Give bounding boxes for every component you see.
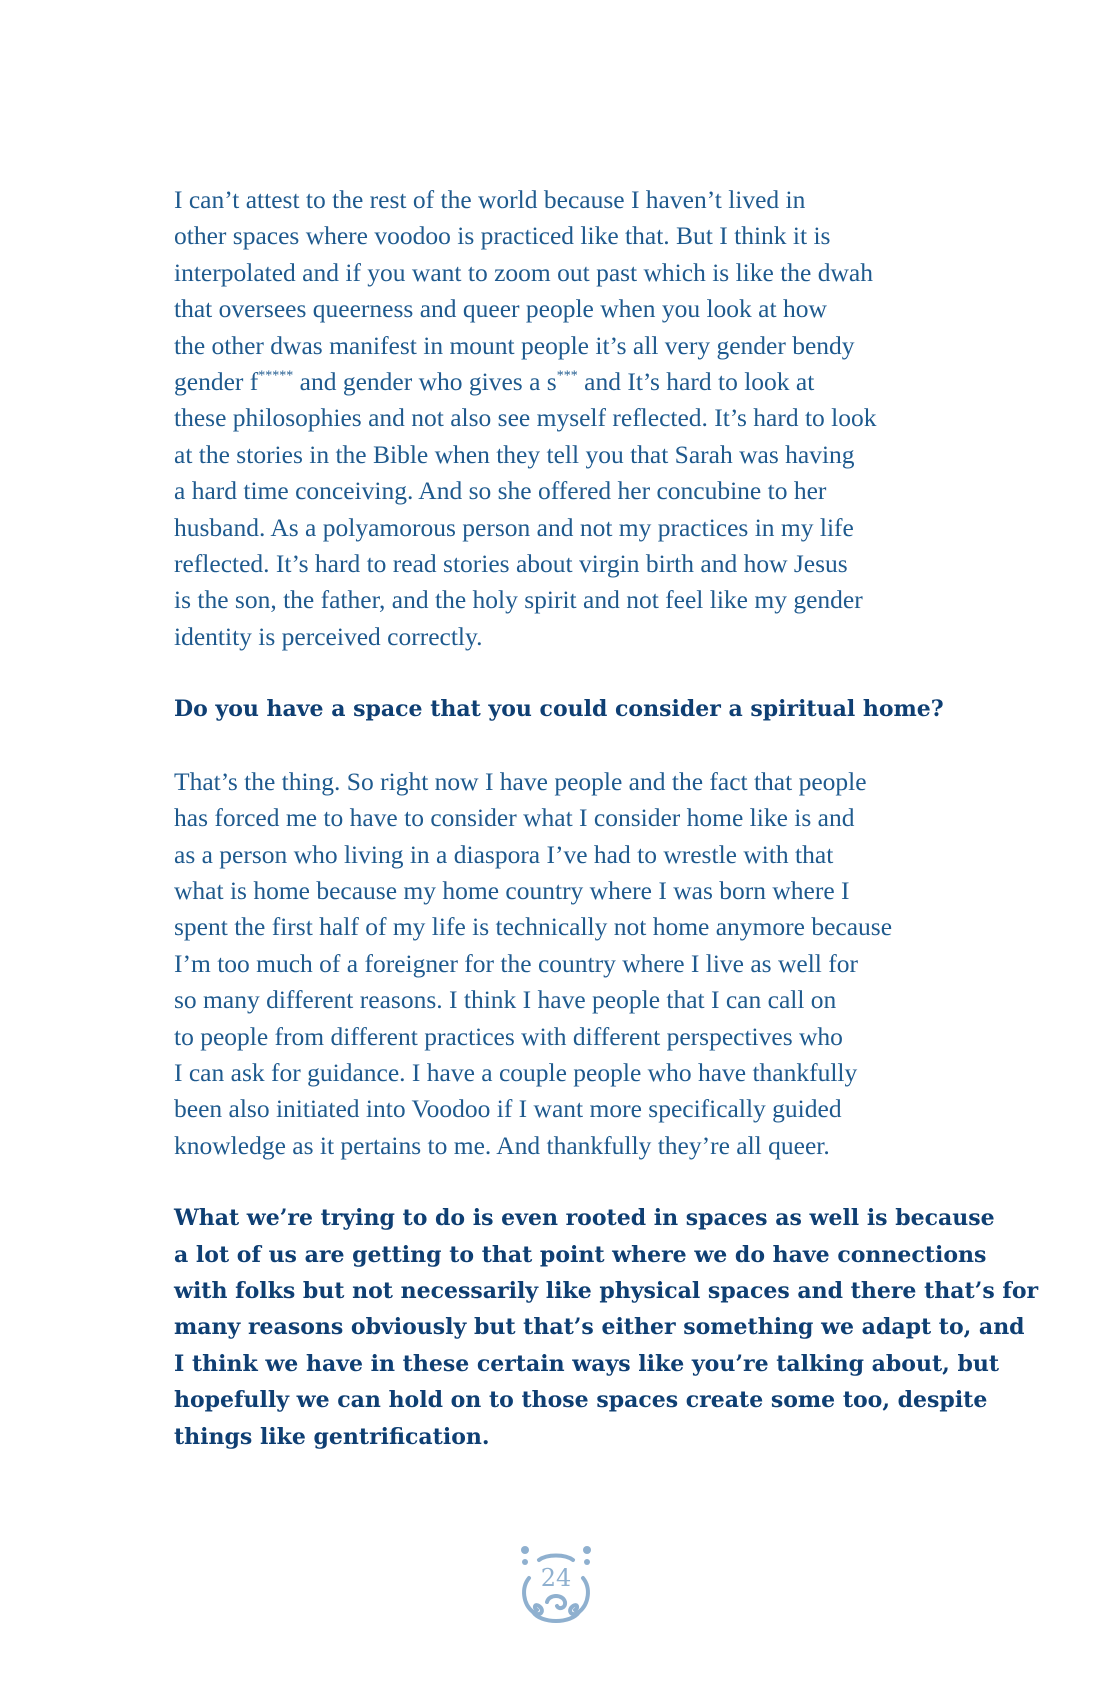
answer-paragraph-1 [174,182,954,655]
text-line: these philosophies and not also see myself reflected. It’s hard to look [174,403,877,433]
question-line: hopefully we can hold on to those spaces create some too, despite [174,1387,988,1414]
text-line: spent the first half of my life is technically not home anymore because [174,912,893,942]
text-line: has forced me to have to consider what I consider home like is and [174,803,855,833]
text-line: the other dwas manifest in mount people it’s all very gender bendy [174,330,855,360]
text-line: been also initiated into Voodoo if I want more specifically guided [174,1094,842,1124]
text-line: that oversees queerness and queer people when you look at how [174,294,827,324]
page-content [174,182,1039,1455]
censor-asterisks: *** [556,368,578,384]
question-line: with folks but not necessarily like physical spaces and there that’s for [174,1277,1039,1304]
question-line: many reasons obviously but that’s either something we adapt to, and [174,1314,1025,1341]
text-line: husband. As a polyamorous person and not my practices in my life [174,512,854,542]
text-line: to people from different practices with different perspectives who [174,1021,843,1051]
ornament-icon [511,1540,601,1632]
text-line: as a person who living in a diaspora I’ve had to wrestle with that [174,839,834,869]
text-segment: and gender who gives a s [293,367,557,397]
question-line: I think we have in these certain ways like you’re talking about, but [174,1350,999,1377]
text-segment: gender f [174,367,259,397]
question-line: a lot of us are getting to that point where we do have connections [174,1241,987,1268]
text-line: I can ask for guidance. I have a couple people who have thankfully [174,1057,858,1087]
text-line: so many different reasons. I think I have people that I can call on [174,985,837,1015]
text-line: at the stories in the Bible when they tell you that Sarah was having [174,439,855,469]
interview-question-2 [174,1200,1039,1455]
text-line: I can’t attest to the rest of the world because I haven’t lived in [174,185,806,214]
text-line: other spaces where voodoo is practiced like that. But I think it is [174,221,831,251]
question-line: What we’re trying to do is even rooted in spaces as well is because [174,1205,995,1232]
answer-paragraph-2 [174,764,954,1164]
text-line: reflected. It’s hard to read stories about virgin birth and how Jesus [174,549,848,579]
censor-asterisks: ***** [258,368,294,384]
page-number: 24 [540,1564,572,1592]
text-line: is the son, the father, and the holy spirit and not feel like my gender [174,585,863,615]
text-line: I’m too much of a foreigner for the country where I live as well for [174,948,858,978]
text-line: a hard time conceiving. And so she offered her concubine to her [174,476,827,506]
text-segment: and It’s hard to look at [577,367,815,397]
page-number-ornament [511,1540,601,1632]
text-line: what is home because my home country where I was born where I [174,875,850,905]
text-line [174,364,954,400]
text-line: interpolated and if you want to zoom out past which is like the dwah [174,257,873,287]
interview-question-1 [174,691,954,727]
question-line: Do you have a space that you could consider a spiritual home? [174,696,944,723]
question-line: things like gentrification. [174,1423,490,1450]
text-line: identity is perceived correctly. [174,621,483,651]
text-line: That’s the thing. So right now I have people and the fact that people [174,766,867,796]
text-line: knowledge as it pertains to me. And thankfully they’re all queer. [174,1130,830,1160]
